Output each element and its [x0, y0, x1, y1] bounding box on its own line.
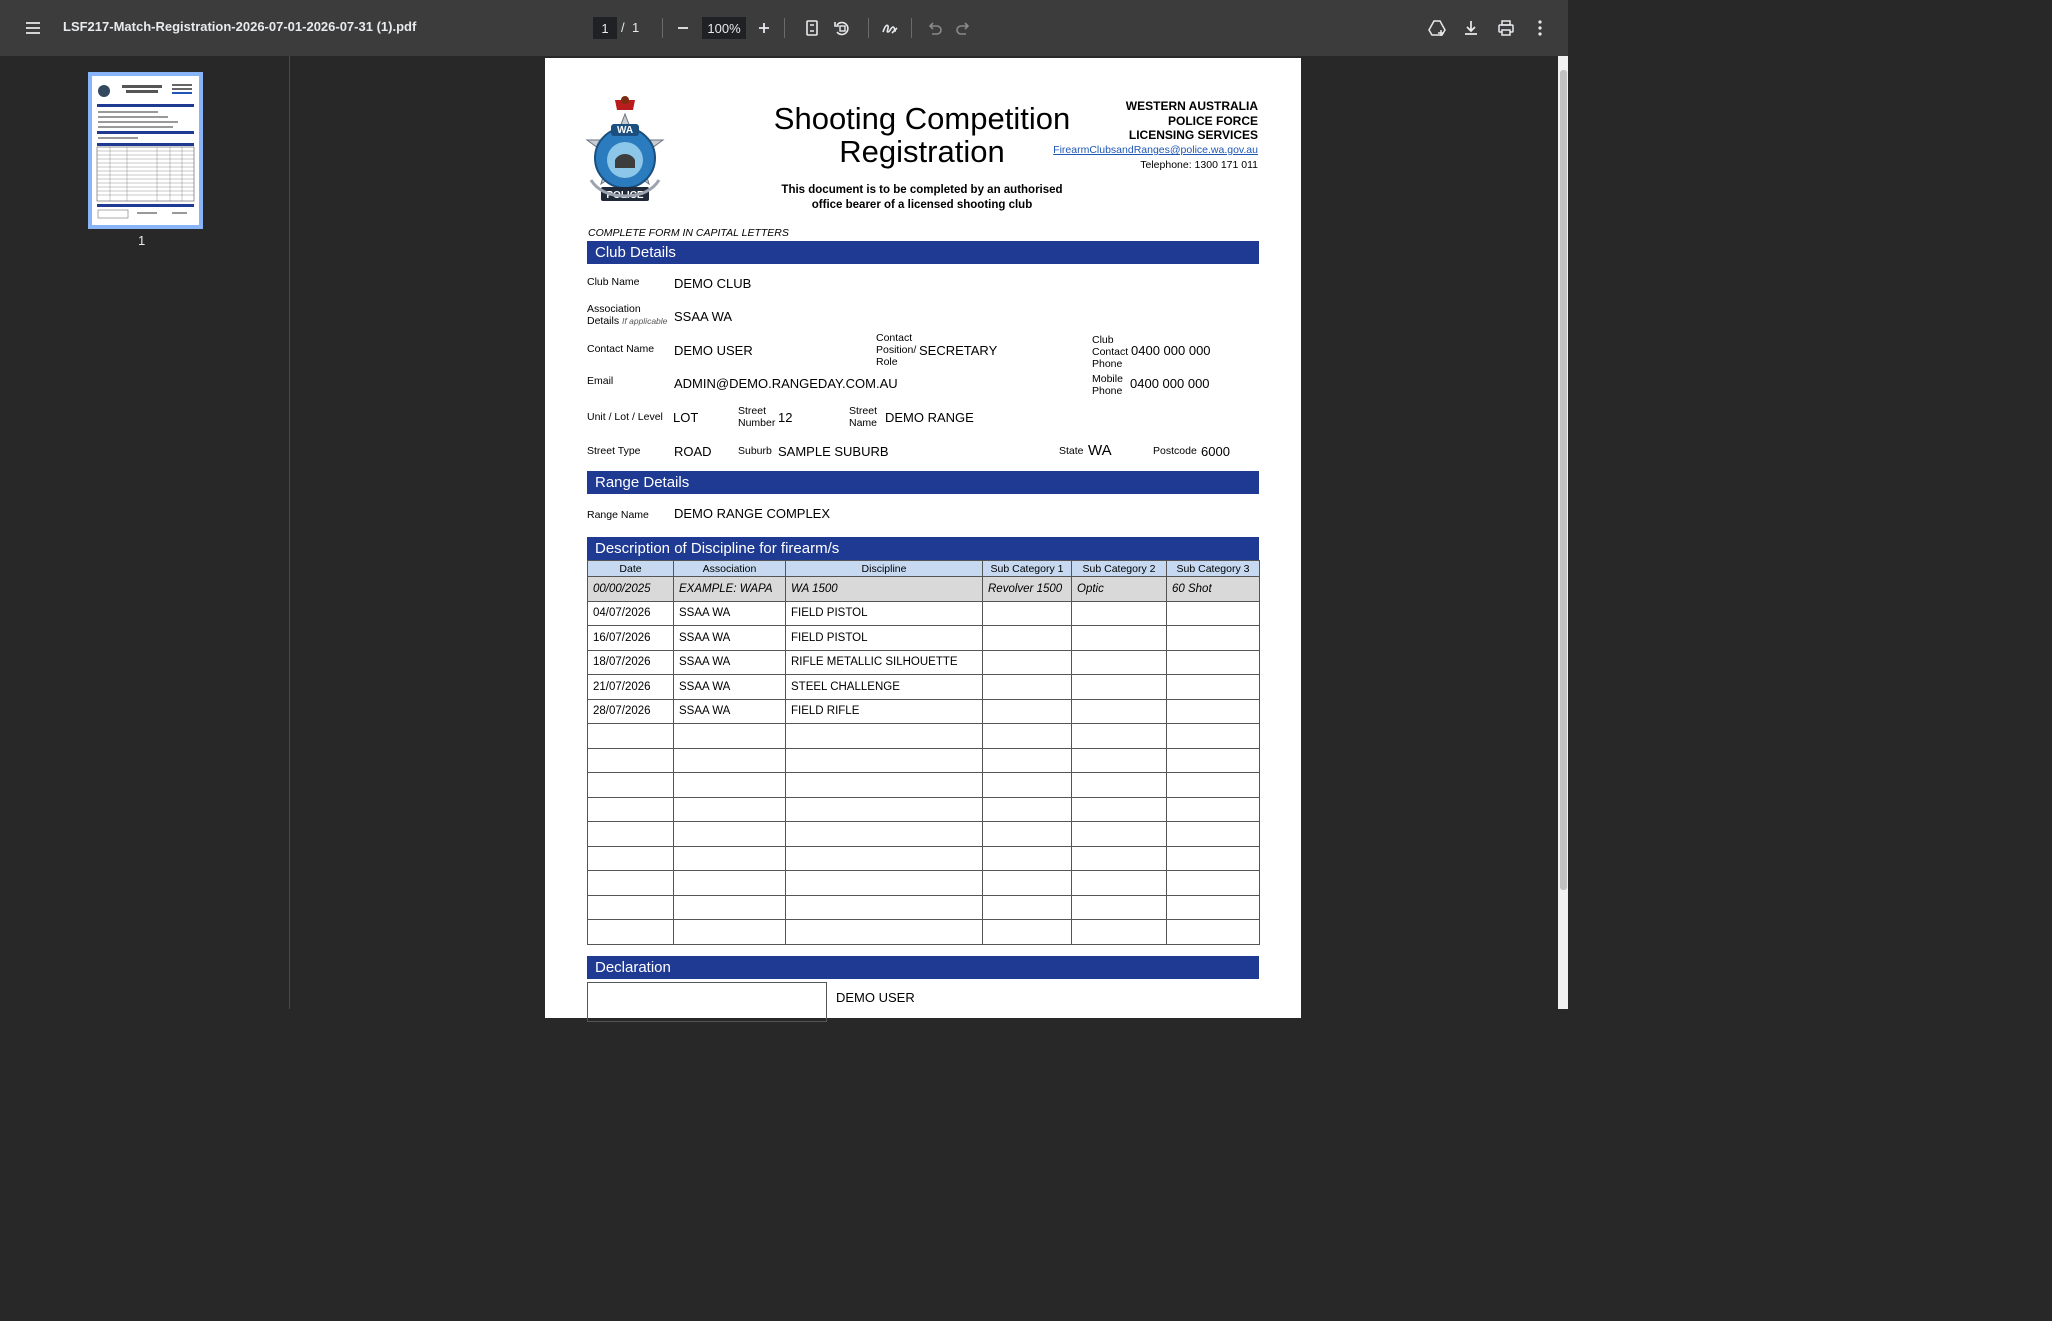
- table-cell: [1072, 601, 1167, 626]
- table-cell: [588, 748, 674, 773]
- contact-position-label: [876, 332, 916, 368]
- street-type-value: ROAD: [674, 444, 712, 459]
- column-header-sub-category-3: Sub Category 3: [1167, 561, 1260, 577]
- table-cell: SSAA WA: [674, 675, 786, 700]
- table-cell: [1072, 748, 1167, 773]
- agency-block: [1025, 99, 1258, 143]
- range-name-value: DEMO RANGE COMPLEX: [674, 506, 831, 521]
- table-cell: SSAA WA: [674, 626, 786, 651]
- table-cell: [1072, 846, 1167, 871]
- range-details-header: Range Details: [587, 471, 1259, 494]
- street-number-value: 12: [778, 410, 793, 425]
- table-cell: [1072, 920, 1167, 945]
- table-row: [588, 601, 1260, 626]
- table-cell: [1167, 724, 1260, 749]
- table-cell: [1072, 699, 1167, 724]
- table-cell: [983, 748, 1072, 773]
- table-cell: [1167, 846, 1260, 871]
- agency-line2: POLICE FORCE: [1167, 113, 1258, 128]
- email-label: Email: [587, 375, 614, 387]
- table-cell: EXAMPLE: WAPA: [674, 577, 786, 602]
- table-cell: [983, 626, 1072, 651]
- table-cell: [588, 822, 674, 847]
- range-name-label: Range Name: [587, 509, 649, 521]
- unit-value: LOT: [673, 410, 699, 425]
- table-cell: [1072, 650, 1167, 675]
- logo-text-police: POLICE: [606, 190, 644, 201]
- table-cell: [1072, 626, 1167, 651]
- redo-icon[interactable]: [948, 12, 980, 44]
- agency-line3: LICENSING SERVICES: [1128, 128, 1258, 142]
- table-cell: [674, 920, 786, 945]
- form-title-line2: Registration: [839, 134, 1005, 169]
- table-cell: 18/07/2026: [588, 650, 674, 675]
- table-cell: [1167, 601, 1260, 626]
- table-cell: SSAA WA: [674, 601, 786, 626]
- toolbar-divider: [868, 18, 869, 38]
- contact-position-label-line2: Position/: [876, 344, 917, 356]
- table-cell: [1072, 895, 1167, 920]
- form-subtitle: [745, 183, 1099, 213]
- zoom-out-icon[interactable]: [667, 12, 699, 44]
- annotate-icon[interactable]: [874, 12, 906, 44]
- table-cell: [674, 822, 786, 847]
- table-cell: [588, 797, 674, 822]
- table-cell: [1167, 822, 1260, 847]
- table-cell: [786, 846, 983, 871]
- table-row: [588, 822, 1260, 847]
- form-title-line1: Shooting Competition: [773, 101, 1071, 136]
- table-row: [588, 650, 1260, 675]
- street-type-label: Street Type: [587, 445, 641, 457]
- table-cell: [786, 871, 983, 896]
- page-number-input[interactable]: 1: [593, 17, 617, 39]
- contact-position-label-line3: Role: [876, 356, 898, 368]
- discipline-table: [587, 560, 1260, 945]
- table-cell: [1167, 895, 1260, 920]
- page-total: 1: [632, 20, 640, 35]
- save-to-drive-icon[interactable]: [1421, 12, 1453, 44]
- table-cell: [786, 797, 983, 822]
- toolbar-divider: [784, 18, 785, 38]
- table-cell: SSAA WA: [674, 650, 786, 675]
- column-header-discipline: Discipline: [786, 561, 983, 577]
- association-value: SSAA WA: [674, 309, 733, 324]
- column-header-date: Date: [588, 561, 674, 577]
- table-cell: [983, 895, 1072, 920]
- table-cell: [1167, 871, 1260, 896]
- page-separator: /: [621, 20, 625, 35]
- table-cell: Revolver 1500: [983, 577, 1072, 602]
- scrollbar-thumb[interactable]: [1560, 70, 1567, 890]
- table-row: [588, 871, 1260, 896]
- table-cell: [1072, 724, 1167, 749]
- table-cell: [786, 920, 983, 945]
- signature-box: [587, 982, 827, 1022]
- table-cell: [983, 773, 1072, 798]
- column-header-association: Association: [674, 561, 786, 577]
- table-row: [588, 797, 1260, 822]
- table-cell: [983, 699, 1072, 724]
- form-subtitle-line1: This document is to be completed by an authorised: [781, 184, 1063, 196]
- declaration-header: Declaration: [587, 956, 1259, 979]
- table-cell: [1167, 699, 1260, 724]
- state-label: State: [1059, 445, 1084, 457]
- table-cell: [786, 724, 983, 749]
- contact-position-label-line1: Contact: [876, 332, 913, 344]
- table-cell: [983, 650, 1072, 675]
- toolbar-divider: [911, 18, 912, 38]
- more-icon[interactable]: [1524, 12, 1556, 44]
- club-details-header: Club Details: [587, 241, 1259, 264]
- table-cell: [1072, 871, 1167, 896]
- discipline-header: Description of Discipline for firearm/s: [587, 537, 1259, 560]
- suburb-label: Suburb: [738, 445, 772, 457]
- table-row: [588, 675, 1260, 700]
- table-cell: [1167, 797, 1260, 822]
- unit-label: Unit / Lot / Level: [587, 411, 663, 423]
- form-instruction: COMPLETE FORM IN CAPITAL LETTERS: [588, 227, 789, 239]
- table-cell: Optic: [1072, 577, 1167, 602]
- table-cell: SSAA WA: [674, 699, 786, 724]
- column-header-sub-category-2: Sub Category 2: [1072, 561, 1167, 577]
- table-cell: [674, 871, 786, 896]
- table-cell: WA 1500: [786, 577, 983, 602]
- table-cell: [1167, 748, 1260, 773]
- fit-page-icon[interactable]: [796, 12, 828, 44]
- contact-position-value: SECRETARY: [919, 343, 998, 358]
- agency-line1: WESTERN AUSTRALIA: [1125, 99, 1258, 113]
- table-cell: [983, 871, 1072, 896]
- rotate-icon[interactable]: [826, 12, 858, 44]
- club-name-value: DEMO CLUB: [674, 276, 752, 291]
- table-cell: [983, 675, 1072, 700]
- undo-icon[interactable]: [918, 12, 950, 44]
- print-icon[interactable]: [1490, 12, 1522, 44]
- table-cell: [674, 748, 786, 773]
- table-cell: [588, 920, 674, 945]
- club-phone-value: 0400 000 000: [1131, 343, 1211, 358]
- table-cell: FIELD RIFLE: [786, 699, 983, 724]
- table-cell: [588, 871, 674, 896]
- logo-text-wa: WA: [616, 125, 634, 136]
- street-name-value: DEMO RANGE: [885, 410, 974, 425]
- table-cell: RIFLE METALLIC SILHOUETTE: [786, 650, 983, 675]
- table-cell: [674, 895, 786, 920]
- table-cell: 60 Shot: [1167, 577, 1260, 602]
- download-icon[interactable]: [1455, 12, 1487, 44]
- email-value: ADMIN@DEMO.RANGEDAY.COM.AU: [674, 376, 898, 391]
- club-name-label: Club Name: [587, 276, 640, 288]
- table-cell: [983, 846, 1072, 871]
- table-cell: [674, 846, 786, 871]
- association-label-line2: Details: [587, 315, 620, 327]
- table-row: [588, 626, 1260, 651]
- table-cell: [983, 920, 1072, 945]
- table-cell: [1167, 675, 1260, 700]
- table-cell: [983, 601, 1072, 626]
- document-title: LSF217-Match-Registration-2026-07-01-2026-07-31 (1).pdf: [63, 19, 417, 34]
- table-cell: [983, 822, 1072, 847]
- example-row: [588, 577, 1260, 602]
- state-value: WA: [1088, 442, 1112, 459]
- table-cell: STEEL CHALLENGE: [786, 675, 983, 700]
- table-row: [588, 920, 1260, 945]
- table-cell: [1072, 822, 1167, 847]
- table-cell: [588, 846, 674, 871]
- pdf-toolbar: [0, 0, 1568, 56]
- street-number-label: [738, 405, 775, 429]
- zoom-in-icon[interactable]: [748, 12, 780, 44]
- table-cell: [786, 748, 983, 773]
- table-cell: 28/07/2026: [588, 699, 674, 724]
- contact-name-label: Contact Name: [587, 343, 655, 355]
- mobile-value: 0400 000 000: [1130, 376, 1210, 391]
- postcode-label: Postcode: [1153, 445, 1197, 457]
- column-header-sub-category-1: Sub Category 1: [983, 561, 1072, 577]
- zoom-level-input[interactable]: 100%: [702, 17, 746, 39]
- mobile-label-line1: Mobile: [1092, 373, 1123, 385]
- table-cell: [588, 724, 674, 749]
- table-cell: [1072, 797, 1167, 822]
- contact-name-value: DEMO USER: [674, 343, 753, 358]
- menu-icon[interactable]: [17, 12, 49, 44]
- mobile-label: [1092, 373, 1123, 397]
- table-cell: [588, 895, 674, 920]
- table-row: [588, 773, 1260, 798]
- table-cell: [1072, 675, 1167, 700]
- form-subtitle-line2: office bearer of a licensed shooting club: [811, 199, 1033, 211]
- agency-email-link[interactable]: FirearmClubsandRanges@police.wa.gov.au: [1053, 144, 1258, 156]
- table-cell: FIELD PISTOL: [786, 601, 983, 626]
- table-cell: [983, 797, 1072, 822]
- association-hint: If applicable: [622, 316, 668, 326]
- street-number-label-line2: Number: [738, 417, 776, 429]
- table-cell: FIELD PISTOL: [786, 626, 983, 651]
- table-cell: [1167, 773, 1260, 798]
- club-phone-label: [1092, 334, 1128, 370]
- street-number-label-line1: Street: [738, 405, 767, 417]
- table-cell: [786, 822, 983, 847]
- table-cell: [1167, 650, 1260, 675]
- table-cell: [1167, 626, 1260, 651]
- club-phone-label-line3: Phone: [1092, 358, 1123, 370]
- street-name-label: [849, 405, 877, 429]
- table-cell: [786, 773, 983, 798]
- table-header-row: [588, 561, 1260, 577]
- table-cell: [1072, 773, 1167, 798]
- table-cell: [588, 773, 674, 798]
- table-row: [588, 748, 1260, 773]
- table-row: [588, 846, 1260, 871]
- toolbar-divider: [662, 18, 663, 38]
- club-phone-label-line1: Club: [1092, 334, 1114, 346]
- postcode-value: 6000: [1201, 444, 1230, 459]
- suburb-value: SAMPLE SUBURB: [778, 444, 889, 459]
- table-cell: [1167, 920, 1260, 945]
- mobile-label-line2: Phone: [1092, 385, 1123, 397]
- table-row: [588, 724, 1260, 749]
- association-label-line1: Association: [587, 303, 641, 315]
- table-cell: [674, 797, 786, 822]
- table-cell: [983, 724, 1072, 749]
- club-phone-label-line2: Contact: [1092, 346, 1129, 358]
- table-cell: 21/07/2026: [588, 675, 674, 700]
- table-cell: 04/07/2026: [588, 601, 674, 626]
- declaration-name: DEMO USER: [836, 990, 915, 1005]
- street-name-label-line2: Name: [849, 417, 878, 429]
- thumbnail-page-number: 1: [138, 233, 146, 248]
- street-name-label-line1: Street: [849, 405, 878, 417]
- pdf-page: [545, 58, 1301, 1018]
- table-row: [588, 895, 1260, 920]
- agency-telephone: Telephone: 1300 171 011: [1140, 159, 1258, 171]
- table-cell: 00/00/2025: [588, 577, 674, 602]
- table-cell: [674, 773, 786, 798]
- page-thumbnail[interactable]: [88, 72, 203, 229]
- association-label: [587, 303, 667, 327]
- table-row: [588, 699, 1260, 724]
- table-cell: [674, 724, 786, 749]
- table-cell: [786, 895, 983, 920]
- wa-police-logo: [577, 92, 673, 210]
- table-cell: 16/07/2026: [588, 626, 674, 651]
